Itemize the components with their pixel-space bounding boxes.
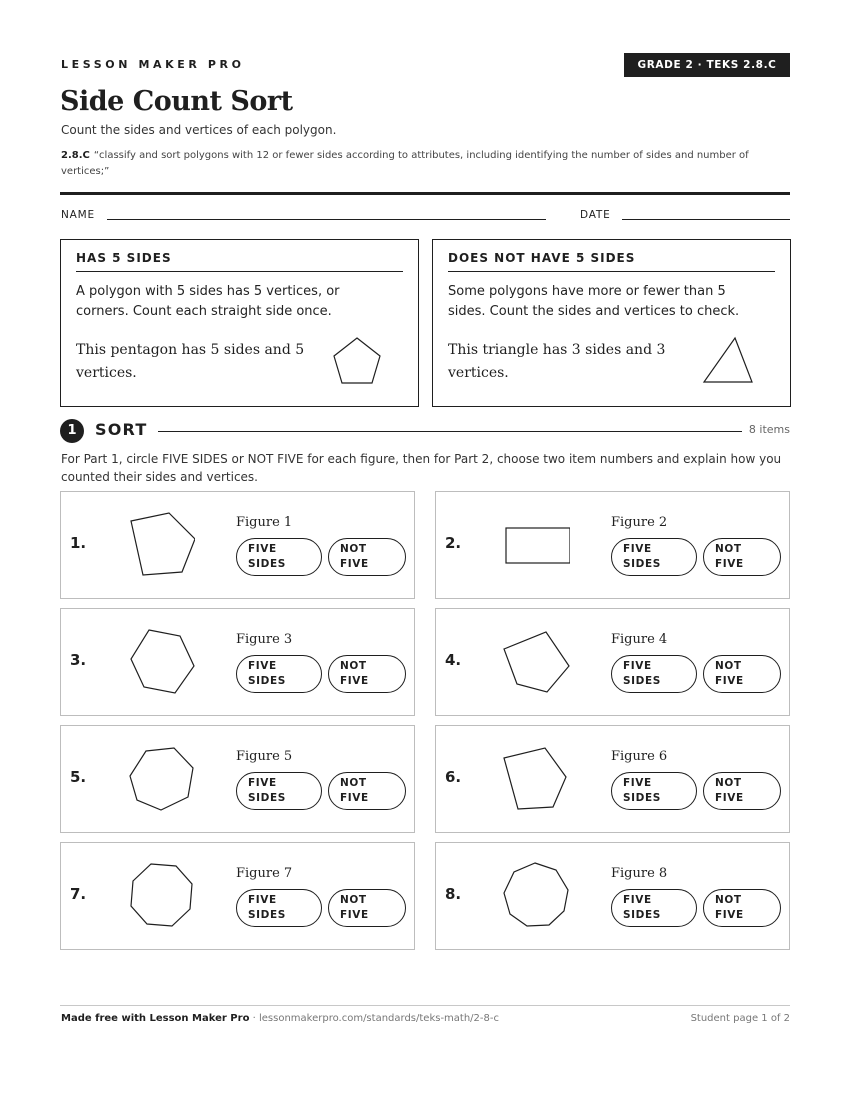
item-number: 4. — [445, 651, 462, 669]
pentagon-icon — [500, 743, 570, 813]
choice-label: FIVE — [248, 660, 277, 672]
sort-item — [60, 491, 415, 599]
figure-caption: Figure 5 — [236, 749, 293, 764]
brand-wordmark: LESSON MAKER PRO — [61, 58, 245, 71]
pentagon-icon — [331, 336, 383, 388]
sort-item — [435, 725, 790, 833]
choice-label: FIVE — [340, 558, 369, 570]
choice-label: FIVE — [248, 777, 277, 789]
date-label: DATE — [580, 209, 611, 221]
five-sides-choice[interactable] — [236, 889, 322, 927]
choice-label: SIDES — [248, 909, 286, 921]
standard-description — [61, 148, 791, 180]
not-five-choice[interactable] — [328, 772, 406, 810]
item-number: 2. — [445, 534, 462, 552]
not-five-choice[interactable] — [703, 538, 781, 576]
choice-label: FIVE — [340, 909, 369, 921]
choice-label: NOT — [715, 660, 742, 672]
five-sides-choice[interactable] — [611, 889, 697, 927]
figure-caption: Figure 4 — [611, 632, 668, 647]
choice-label: NOT — [340, 543, 367, 555]
choice-label: SIDES — [623, 792, 661, 804]
five-sides-choice[interactable] — [611, 655, 697, 693]
choice-label: FIVE — [715, 909, 744, 921]
section-title: SORT — [95, 420, 148, 439]
figure-caption: Figure 3 — [236, 632, 293, 647]
choice-label: SIDES — [248, 675, 286, 687]
standard-text: “classify and sort polygons with 12 or fewer sides according to attributes, including identifying the number of sides and number of vertices;” — [61, 150, 749, 177]
choice-label: SIDES — [623, 558, 661, 570]
choice-label: FIVE — [248, 543, 277, 555]
hexagon-icon — [125, 626, 195, 696]
date-field[interactable] — [622, 219, 790, 220]
card-heading: DOES NOT HAVE 5 SIDES — [448, 251, 775, 272]
figure-caption: Figure 8 — [611, 866, 668, 881]
page-indicator: Student page 1 of 2 — [690, 1013, 790, 1024]
sort-item — [60, 608, 415, 716]
item-number: 6. — [445, 768, 462, 786]
sort-item — [435, 608, 790, 716]
figure-caption: Figure 1 — [236, 515, 293, 530]
choice-label: FIVE — [623, 894, 652, 906]
sort-instructions: For Part 1, circle FIVE SIDES or NOT FIVE for each figure, then for Part 2, choose two item numbers and explain how you counted their sides and vertices. — [61, 452, 782, 484]
not-five-choice[interactable] — [703, 655, 781, 693]
item-number: 3. — [70, 651, 87, 669]
choice-label: NOT — [340, 894, 367, 906]
worksheet-subtitle: Count the sides and vertices of each polygon. — [61, 123, 337, 137]
not-5-sides-card — [432, 239, 791, 407]
item-number: 5. — [70, 768, 87, 786]
name-field[interactable] — [107, 219, 546, 220]
card-body: Some polygons have more or fewer than 5 sides. Count the sides and vertices to check. — [448, 284, 740, 319]
choice-label: NOT — [715, 543, 742, 555]
five-sides-choice[interactable] — [236, 772, 322, 810]
heptagon-icon — [125, 743, 195, 813]
not-five-choice[interactable] — [703, 889, 781, 927]
figure-caption: Figure 7 — [236, 866, 293, 881]
choice-label: NOT — [340, 777, 367, 789]
footer-made-by: Made free with Lesson Maker Pro — [61, 1013, 250, 1024]
five-sides-choice[interactable] — [236, 655, 322, 693]
grade-standard-badge: GRADE 2 · TEKS 2.8.C — [624, 53, 790, 77]
sort-item — [435, 842, 790, 950]
choice-label: FIVE — [715, 792, 744, 804]
footer-divider — [60, 1005, 790, 1006]
card-body: A polygon with 5 sides has 5 vertices, or corners. Count each straight side once. — [76, 284, 340, 319]
five-sides-choice[interactable] — [611, 772, 697, 810]
figure-caption: Figure 2 — [611, 515, 668, 530]
not-five-choice[interactable] — [328, 538, 406, 576]
choice-label: NOT — [715, 894, 742, 906]
card-heading: HAS 5 SIDES — [76, 251, 403, 272]
choice-label: FIVE — [623, 777, 652, 789]
five-sides-choice[interactable] — [611, 538, 697, 576]
item-number: 8. — [445, 885, 462, 903]
footer-link[interactable]: · lessonmakerpro.com/standards/teks-math/2-8-c — [249, 1013, 499, 1024]
choice-label: NOT — [715, 777, 742, 789]
section-divider — [158, 431, 742, 432]
choice-label: FIVE — [623, 660, 652, 672]
not-five-choice[interactable] — [328, 655, 406, 693]
item-number: 7. — [70, 885, 87, 903]
choice-label: NOT — [340, 660, 367, 672]
choice-label: FIVE — [248, 894, 277, 906]
choice-label: SIDES — [248, 558, 286, 570]
item-number: 1. — [70, 534, 87, 552]
not-five-choice[interactable] — [703, 772, 781, 810]
choice-label: SIDES — [248, 792, 286, 804]
nonagon-icon — [500, 860, 570, 930]
header-divider — [60, 192, 790, 195]
item-count: 8 items — [748, 423, 790, 436]
octagon-icon — [125, 860, 195, 930]
sort-item — [435, 491, 790, 599]
choice-label: FIVE — [623, 543, 652, 555]
pentagon-icon — [500, 626, 570, 696]
name-label: NAME — [61, 209, 95, 221]
card-example: This pentagon has 5 sides and 5 vertices. — [76, 342, 305, 381]
choice-label: FIVE — [715, 558, 744, 570]
choice-label: SIDES — [623, 675, 661, 687]
choice-label: FIVE — [715, 675, 744, 687]
card-example: This triangle has 3 sides and 3 vertices. — [448, 342, 666, 381]
standard-code: 2.8.C — [61, 150, 90, 161]
sort-item — [60, 842, 415, 950]
five-sides-choice[interactable] — [236, 538, 322, 576]
not-five-choice[interactable] — [328, 889, 406, 927]
figure-caption: Figure 6 — [611, 749, 668, 764]
choice-label: FIVE — [340, 675, 369, 687]
choice-label: FIVE — [340, 792, 369, 804]
triangle-icon — [701, 336, 755, 386]
rectangle-icon — [500, 509, 570, 579]
worksheet-title: Side Count Sort — [60, 86, 293, 117]
section-number: 1 — [60, 419, 84, 443]
footer-credit — [61, 1013, 499, 1024]
choice-label: SIDES — [623, 909, 661, 921]
sort-item — [60, 725, 415, 833]
pentagon-icon — [125, 509, 195, 579]
has-5-sides-card — [60, 239, 419, 407]
